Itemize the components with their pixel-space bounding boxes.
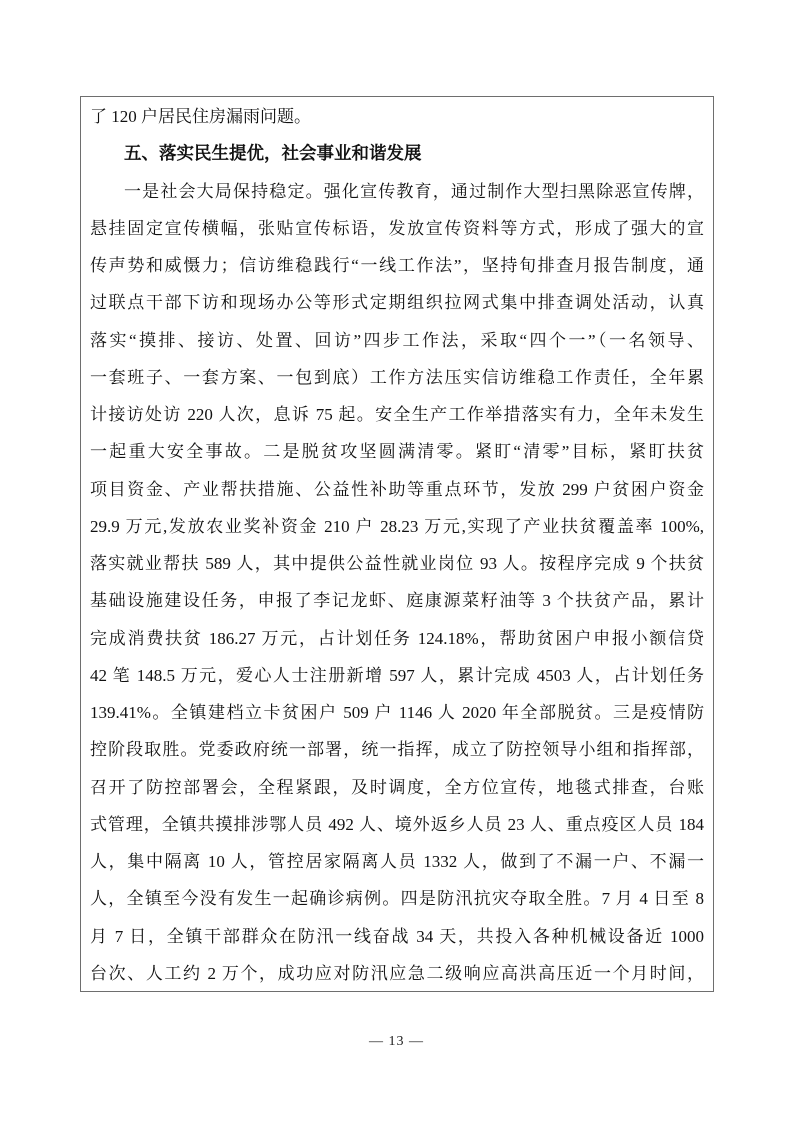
body-line: 落实“摸排、接访、处置、回访”四步工作法，采取“四个一”（一名领导、	[90, 330, 704, 350]
body-line: 29.9 万元,发放农业奖补资金 210 户 28.23 万元,实现了产业扶贫覆盖率 100%,	[90, 516, 704, 536]
body-line: 过联点干部下访和现场办公等形式定期组织拉网式集中排查调处活动，认真	[90, 293, 704, 313]
body-line: 台次、人工约 2 万个，成功应对防汛应急二级响应高洪高压近一个月时间，	[90, 963, 704, 983]
body-line: 计接访处访 220 人次，息诉 75 起。安全生产工作举措落实有力，全年未发生	[90, 405, 704, 424]
text-border-box	[80, 96, 714, 992]
continuation-line: 了 120 户居民住房漏雨问题。	[90, 107, 311, 126]
body-line: 落实就业帮扶 589 人，其中提供公益性就业岗位 93 人。按程序完成 9 个扶贫	[90, 554, 704, 573]
body-line: 传声势和威慑力；信访维稳践行“一线工作法”，坚持旬排查月报告制度，通	[90, 256, 704, 275]
body-line: 基础设施建设任务，申报了李记龙虾、庭康源菜籽油等 3 个扶贫产品，累计	[90, 591, 704, 611]
body-line: 完成消费扶贫 186.27 万元，占计划任务 124.18%，帮助贫困户申报小额信贷	[90, 628, 704, 648]
body-line: 式管理，全镇共摸排涉鄂人员 492 人、境外返乡人员 23 人、重点疫区人员 184	[90, 814, 704, 834]
body-line: 一起重大安全事故。二是脱贫攻坚圆满清零。紧盯“清零”目标，紧盯扶贫	[90, 442, 704, 462]
body-line: 控阶段取胜。党委政府统一部署，统一指挥，成立了防控领导小组和指挥部，	[90, 740, 704, 760]
body-line: 一是社会大局保持稳定。强化宣传教育，通过制作大型扫黑除恶宣传牌，	[124, 181, 704, 201]
body-line: 人，集中隔离 10 人，管控居家隔离人员 1332 人，做到了不漏一户、不漏一	[90, 852, 704, 871]
body-line: 项目资金、产业帮扶措施、公益性补助等重点环节，发放 299 户贫困户资金	[90, 479, 704, 499]
body-line: 悬挂固定宣传横幅，张贴宣传标语，发放宣传资料等方式，形成了强大的宣	[90, 218, 704, 238]
body-line: 月 7 日，全镇干部群众在防汛一线奋战 34 天，共投入各种机械设备近 1000	[90, 926, 704, 946]
body-line: 一套班子、一套方案、一包到底）工作方法压实信访维稳工作责任，全年累	[90, 367, 704, 387]
section-heading: 五、落实民生提优，社会事业和谐发展	[124, 143, 422, 164]
body-line: 42 笔 148.5 万元，爱心人士注册新增 597 人，累计完成 4503 人，占计划任务	[90, 665, 704, 685]
body-line: 139.41%。全镇建档立卡贫困户 509 户 1146 人 2020 年全部脱贫。三是疫情防	[90, 703, 704, 722]
page-number: — 13 —	[369, 1034, 424, 1049]
body-line: 召开了防控部署会，全程紧跟，及时调度，全方位宣传，地毯式排查，台账	[90, 777, 704, 797]
body-line: 人，全镇至今没有发生一起确诊病例。四是防汛抗灾夺取全胜。7 月 4 日至 8	[90, 889, 704, 909]
